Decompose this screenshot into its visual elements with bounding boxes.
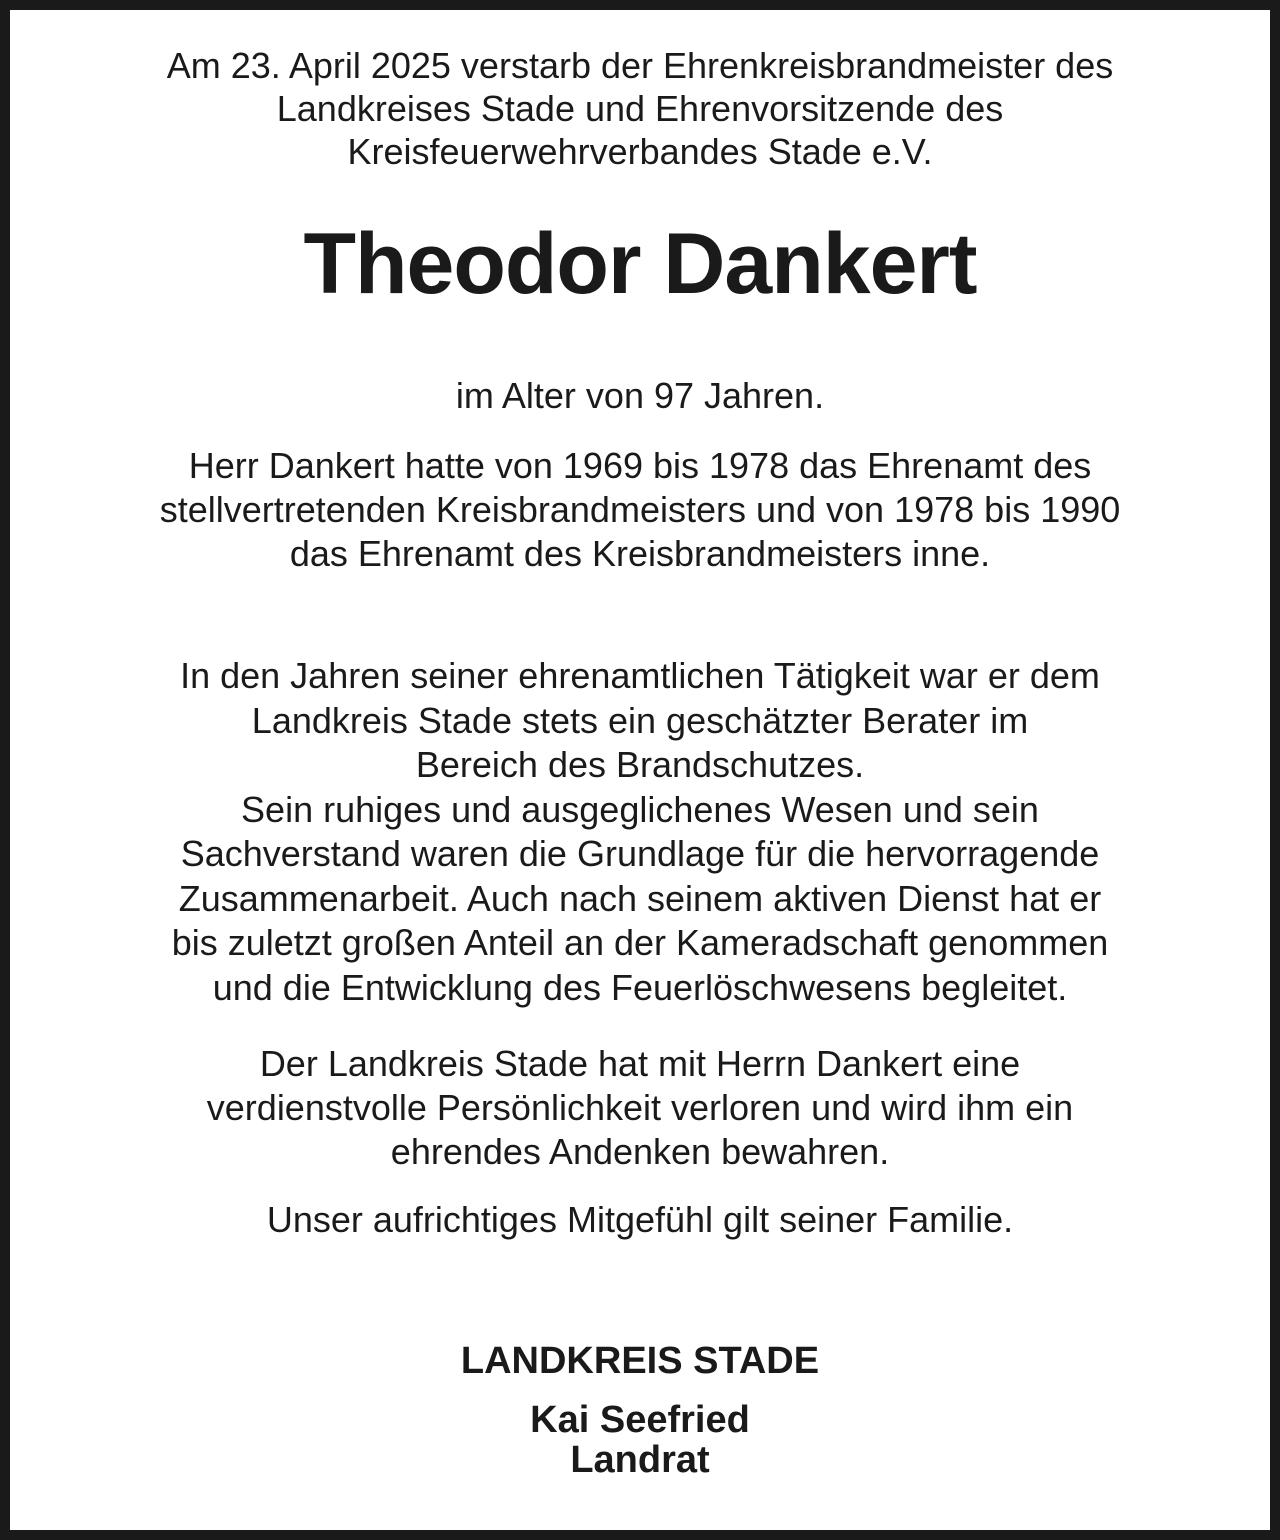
service-line: Zusammenarbeit. Auch nach seinem aktiven Dienst hat er [178,877,1102,919]
service-paragraph [10,654,1270,1010]
service-line: In den Jahren seiner ehrenamtlichen Tätigkeit war er dem [180,655,1100,696]
service-line: Bereich des Brandschutzes. [415,744,865,785]
office-paragraph [10,444,1270,576]
deceased-name: Theodor Dankert [303,216,977,312]
signer-name: Kai Seefried [530,1399,750,1441]
office-line: Herr Dankert hatte von 1969 bis 1978 das Ehrenamt des [188,445,1092,486]
intro-line: Landkreises Stade und Ehrenvorsitzende des [276,88,1004,129]
legacy-line: verdienstvolle Persönlichkeit verloren und wird ihm ein [206,1087,1074,1128]
office-line: stellvertretenden Kreisbrandmeisters und von 1978 bis 1990 [159,489,1121,530]
age-line: im Alter von 97 Jahren. [455,375,825,416]
legacy-paragraph [10,1042,1270,1174]
service-line: bis zuletzt großen Anteil an der Kameradschaft genommen [171,922,1109,963]
service-line: Landkreis Stade stets ein geschätzter Berater im [251,699,1029,741]
signature-organization: LANDKREIS STADE [460,1340,820,1382]
intro-line: Am 23. April 2025 verstarb der Ehrenkreisbrandmeister des [166,45,1114,86]
service-line: Sachverstand waren die Grundlage für die hervorragende [180,833,1100,874]
legacy-line: Der Landkreis Stade hat mit Herrn Dankert eine [259,1043,1021,1084]
intro-line: Kreisfeuerwehrverbandes Stade e.V. [347,131,933,172]
intro-paragraph [10,44,1270,173]
signature-block [10,1400,1270,1480]
service-line: Sein ruhiges und ausgeglichenes Wesen und sein [241,788,1039,830]
service-line: und die Entwicklung des Feuerlöschwesens begleitet. [212,966,1068,1008]
legacy-line: ehrendes Andenken bewahren. [390,1131,890,1172]
sympathy-line: Unser aufrichtiges Mitgefühl gilt seiner Familie. [266,1199,1014,1240]
signer-role: Landrat [570,1439,710,1481]
office-line: das Ehrenamt des Kreisbrandmeisters inne. [289,533,991,574]
